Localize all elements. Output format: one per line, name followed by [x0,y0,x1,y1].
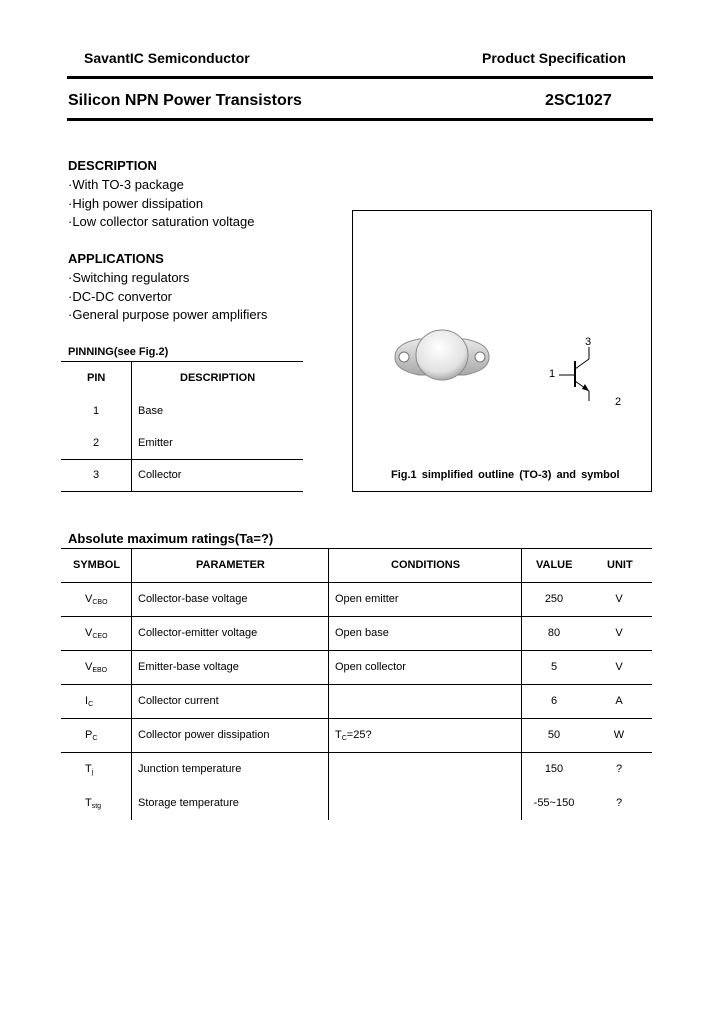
condition-subscript: C [341,735,347,742]
pin-label-emitter: 2 [615,396,622,408]
doc-type: Product Specification [482,50,626,66]
symbol-subscript: j [91,769,94,776]
symbol-main: T [85,763,92,775]
pinning-desc: Base [138,405,164,417]
symbol-subscript: CBO [92,599,108,606]
ratings-col-symbol: SYMBOL [73,559,121,571]
symbol-cell [85,695,93,708]
pinning-col-divider [131,361,132,491]
unit-cell: V [615,627,623,639]
parameter-cell: Collector current [138,695,219,707]
value-cell: 5 [550,661,558,673]
symbol-main: P [85,729,93,741]
description-item: ·High power dissipation [68,195,204,211]
unit-cell: ? [615,797,623,809]
ratings-heading: Absolute maximum ratings(Ta=?) [68,531,274,546]
conditions-cell: Open emitter [335,593,399,605]
value-cell: 150 [544,763,564,775]
ratings-col-conditions: CONDITIONS [391,559,461,571]
pin-label-collector: 3 [585,336,592,348]
description-item: ·Low collector saturation voltage [68,214,255,230]
parameter-cell: Storage temperature [138,797,239,809]
symbol-main: V [85,661,93,673]
figure-box [352,210,652,492]
company-name: SavantIC Semiconductor [84,50,250,66]
symbol-subscript: C [92,735,98,742]
symbol-main: V [85,593,93,605]
symbol-cell [85,627,108,640]
pinning-rule [61,491,303,492]
symbol-main: V [85,627,93,639]
ratings-rule [61,616,652,617]
value-cell: 6 [550,695,558,707]
ratings-rule [61,718,652,719]
symbol-subscript: CEO [92,633,108,640]
pin-label-base: 1 [549,368,556,380]
unit-cell: W [613,729,625,741]
description-item: ·With TO-3 package [68,177,184,192]
conditions-cell: Open collector [335,661,406,673]
unit-cell: ? [615,763,623,775]
parameter-cell: Emitter-base voltage [138,661,239,673]
pinning-rule [61,459,303,460]
pinning-heading: PINNING(see Fig.2) [68,346,169,358]
ratings-col-value: VALUE [536,559,573,571]
parameter-cell: Junction temperature [138,763,242,775]
condition-rest: =25? [346,729,372,741]
conditions-cell: Open base [335,627,389,639]
conditions-cell [335,729,372,742]
value-cell: 50 [547,729,561,741]
pinning-desc: Emitter [138,437,173,449]
ratings-rule-top [61,548,652,549]
part-number: 2SC1027 [545,92,612,109]
description-heading: DESCRIPTION [68,158,157,173]
pinning-col-desc: DESCRIPTION [180,372,256,384]
parameter-cell: Collector power dissipation [138,729,270,741]
unit-cell: A [615,695,623,707]
symbol-cell [85,661,107,674]
to3-package-image [389,327,495,389]
ratings-rule [61,752,652,753]
pinning-pin: 1 [93,405,100,417]
unit-cell: V [615,661,623,673]
symbol-cell [85,593,108,606]
ratings-rule [61,684,652,685]
pinning-rule [61,361,303,362]
ratings-rule [61,582,652,583]
pinning-pin: 3 [93,469,100,481]
ratings-col-unit: UNIT [607,559,633,571]
value-cell: 80 [547,627,561,639]
symbol-cell [85,763,93,776]
symbol-subscript: EBO [92,667,108,674]
figure-caption: Fig.1 simplified outline (TO-3) and symbol [391,469,620,481]
pinning-pin: 2 [93,437,100,449]
value-cell: -55~150 [533,797,575,809]
applications-item: ·Switching regulators [68,270,190,285]
pinning-desc: Collector [138,469,182,481]
ratings-rule [61,650,652,651]
value-cell: 250 [544,593,564,605]
applications-list [68,269,267,325]
symbol-cell [85,729,97,742]
applications-item: ·General purpose power amplifiers [68,307,268,323]
applications-heading: APPLICATIONS [68,251,164,266]
header-rule-top [67,76,653,79]
parameter-cell: Collector-base voltage [138,593,248,605]
parameter-cell: Collector-emitter voltage [138,627,258,639]
symbol-cell [85,797,101,810]
applications-item: ·DC-DC convertor [68,288,173,304]
description-list [68,176,254,232]
ratings-col-parameter: PARAMETER [196,559,265,571]
unit-cell: V [615,593,623,605]
pinning-col-pin: PIN [87,372,106,384]
product-line: Silicon NPN Power Transistors [68,92,302,109]
symbol-subscript: C [88,701,94,708]
symbol-main: I [85,695,89,707]
condition-main: T [335,729,342,741]
symbol-main: T [85,797,92,809]
symbol-subscript: stg [91,803,102,810]
header-rule-bottom [67,118,653,121]
